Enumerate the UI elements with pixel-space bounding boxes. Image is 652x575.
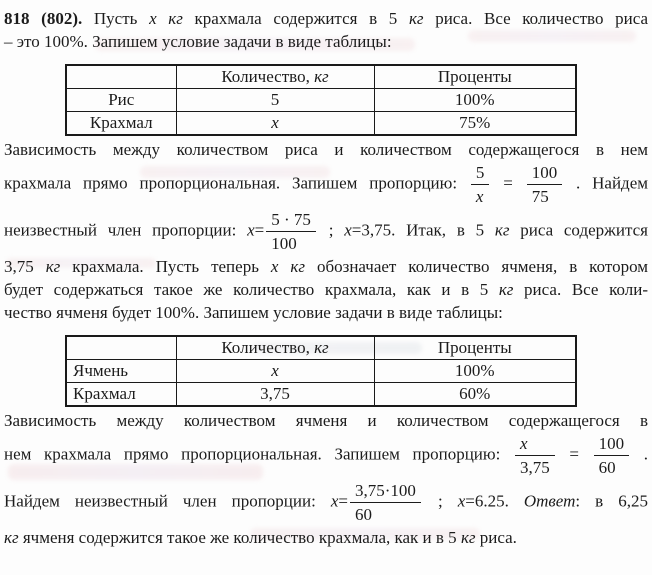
text-line (4, 479, 648, 526)
text-segment: 100% (454, 361, 495, 380)
text-line (4, 432, 648, 479)
text-segment: Проценты (437, 338, 512, 357)
text-segment: ; (317, 220, 345, 240)
table-cell (66, 383, 176, 407)
text-segment: ; (422, 491, 458, 511)
table-row (66, 360, 576, 383)
fraction-numerator: 3,75·100 (350, 480, 421, 503)
text-segment: x (457, 491, 466, 511)
text-segment: 60% (459, 384, 491, 403)
text-segment: . (631, 444, 649, 464)
text-line (4, 278, 648, 301)
barley-table (65, 335, 577, 407)
text-segment: неизвестный член пропорции: (4, 220, 248, 240)
text-segment: кг (314, 67, 329, 86)
table-cell (66, 65, 176, 89)
text-segment: 818 (802). (4, 9, 83, 28)
table-cell (66, 89, 176, 112)
table-header-row (66, 65, 576, 89)
fraction (594, 433, 630, 478)
text-segment: : в 6,25 (575, 491, 648, 511)
text-segment: Найдем неизвестный член пропорции: (4, 491, 331, 511)
text-segment: =6.25. (465, 491, 524, 511)
text-segment: риса. Все количество риса (423, 9, 648, 28)
fraction (266, 209, 316, 254)
fraction (515, 433, 555, 478)
table-header-row (66, 336, 576, 360)
text-segment: кг (290, 257, 305, 276)
text-segment: риса содержится (509, 220, 648, 240)
text-segment (157, 9, 169, 28)
text-segment: Рис (108, 90, 135, 109)
text-segment: x (330, 491, 339, 511)
table-cell (66, 336, 176, 360)
table-cell (176, 65, 374, 89)
text-segment: риса. Все коли- (513, 280, 649, 299)
text-segment: Количество, (221, 338, 315, 357)
table-row (66, 112, 576, 136)
text-line (4, 301, 648, 324)
fraction-denominator: 75 (531, 187, 549, 206)
table-cell (176, 383, 374, 407)
text-segment (278, 257, 290, 276)
text-segment: x (271, 113, 279, 132)
text-segment: . Найдем (564, 173, 649, 193)
text-segment: Ответ (523, 491, 576, 511)
rice-table (65, 64, 577, 136)
fraction-denominator: 3,75 (519, 458, 550, 477)
barley-solution (4, 409, 648, 549)
fraction (527, 162, 563, 207)
text-line (4, 526, 648, 549)
text-segment: 3,75 (4, 257, 46, 276)
text-segment: кг (498, 280, 514, 299)
fraction (471, 162, 490, 207)
text-segment: 75% (459, 113, 491, 132)
table-cell (374, 383, 576, 407)
fraction-denominator: 60 (598, 458, 616, 477)
text-segment: Крахмал (73, 384, 136, 403)
text-segment: чество ячменя будет 100%. Запишем условие задачи в виде таблицы: (4, 303, 503, 322)
text-segment: кг (168, 9, 183, 28)
text-segment: x (271, 361, 279, 380)
text-segment: крахмала прямо пропорциональная. Запишем пропорцию: (4, 173, 469, 193)
fraction (350, 480, 421, 525)
fraction-numerator: x (515, 433, 555, 456)
text-line (4, 7, 648, 30)
table-cell (374, 89, 576, 112)
text-segment: будет содержаться такое же количество крахмала, как и в 5 (4, 280, 499, 299)
text-segment: кг (460, 528, 476, 547)
text-segment: Пусть (82, 9, 150, 28)
text-segment: 5 (270, 90, 280, 109)
text-segment: 100% (454, 90, 495, 109)
text-line (4, 255, 648, 278)
text-line (4, 409, 648, 432)
text-segment: = (338, 491, 348, 511)
text-segment: крахмала. Пусть теперь (60, 257, 271, 276)
text-segment: риса. (475, 528, 517, 547)
table-cell (374, 336, 576, 360)
table-cell (176, 360, 374, 383)
text-line (4, 30, 648, 53)
text-line (4, 161, 648, 208)
problem-statement (4, 7, 648, 53)
text-segment: x (247, 220, 255, 240)
table-cell (374, 65, 576, 89)
text-segment: = (254, 220, 265, 240)
text-segment: Проценты (437, 67, 512, 86)
text-segment: Количество, (221, 67, 315, 86)
text-segment: x (270, 257, 279, 276)
fraction-denominator: 100 (271, 234, 297, 253)
text-line (4, 138, 648, 161)
text-segment: x (149, 9, 157, 28)
fraction-numerator: 100 (594, 433, 630, 456)
text-segment: кг (494, 220, 510, 240)
table-cell (66, 360, 176, 383)
fraction-numerator: 5 (471, 162, 490, 185)
text-segment: =3,75. Итак, в 5 (351, 220, 495, 240)
text-segment: кг (408, 9, 424, 28)
table-row (66, 89, 576, 112)
text-line (4, 208, 648, 255)
text-segment: Зависимость между количеством ячменя и количеством содержащегося в (4, 411, 648, 430)
table-cell (374, 360, 576, 383)
text-segment: кг (314, 338, 329, 357)
text-segment: кг (4, 528, 19, 547)
table-row (66, 383, 576, 407)
text-segment: Зависимость между количеством риса и количеством содержащегося в нем (4, 140, 648, 159)
fraction-denominator: 60 (354, 505, 372, 524)
text-segment: обозначает количество ячменя, в котором (305, 257, 648, 276)
fraction-denominator: x (475, 187, 484, 206)
text-segment: крахмала содержится в 5 (182, 9, 409, 28)
table-cell (176, 112, 374, 136)
text-segment: Ячмень (73, 361, 129, 380)
text-segment: x (344, 220, 352, 240)
text-segment: = (556, 444, 592, 464)
text-segment: = (491, 173, 525, 193)
text-segment: ячменя содержится такое же количество крахмала, как и в 5 (18, 528, 461, 547)
text-segment: – это 100%. Запишем условие задачи в виде таблицы: (4, 32, 392, 51)
text-segment: нем крахмала прямо пропорциональная. Запишем пропорцию: (4, 444, 513, 464)
text-segment: 3,75 (260, 384, 290, 403)
fraction-numerator: 100 (527, 162, 563, 185)
table-cell (176, 336, 374, 360)
text-segment: кг (45, 257, 61, 276)
table-cell (374, 112, 576, 136)
text-segment: Крахмал (89, 113, 153, 132)
rice-solution (4, 138, 648, 324)
table-cell (176, 89, 374, 112)
fraction-numerator: 5 · 75 (266, 209, 316, 232)
table-cell (66, 112, 176, 136)
